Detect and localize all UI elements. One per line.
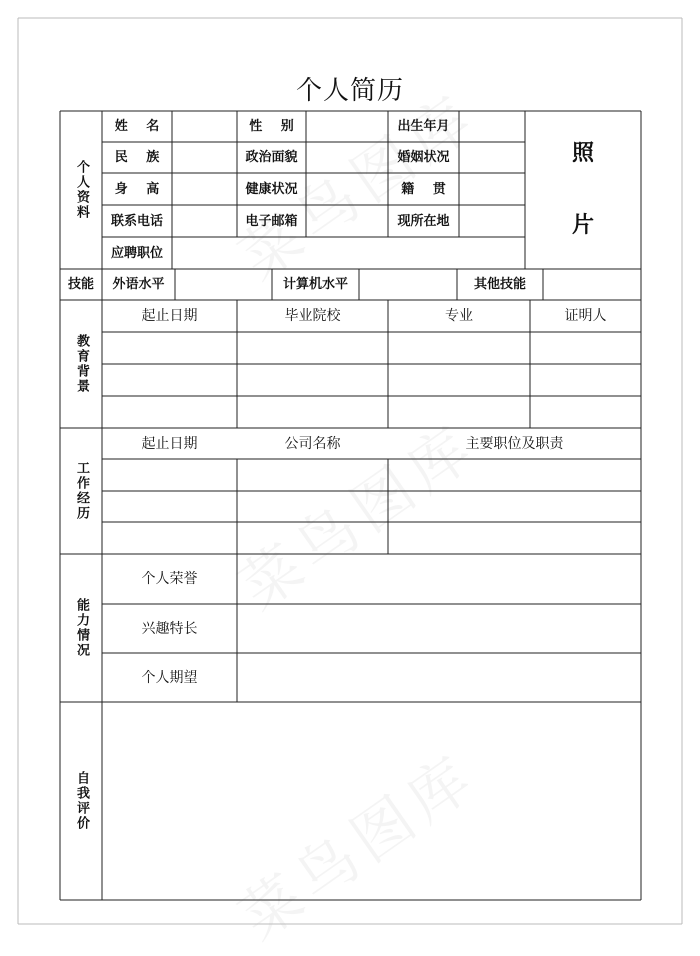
photo-label-1: 照: [571, 141, 594, 166]
section-label-skills: 技能: [67, 277, 94, 292]
section-label-education: 教育背景: [74, 334, 89, 394]
field-label-height: 身 高: [114, 181, 160, 197]
field-label-gender: 性 别: [249, 119, 294, 134]
field-label-political: 政治面貌: [245, 150, 298, 165]
field-value-birth[interactable]: [459, 111, 525, 142]
photo-box[interactable]: [525, 111, 641, 269]
field-label-health: 健康状况: [245, 181, 298, 197]
field-label-email: 电子邮箱: [245, 213, 298, 229]
field-label-phone: 联系电话: [110, 213, 163, 229]
section-label-ability: 能力情况: [74, 598, 89, 658]
section-label-self-eval: 自我评价: [74, 771, 89, 831]
field-label-name: 姓 名: [114, 119, 160, 134]
field-label-birth: 出生年月: [397, 119, 450, 134]
self-eval-area[interactable]: [102, 702, 641, 900]
ability-label-expectation: 个人期望: [141, 669, 198, 686]
ability-label-honors: 个人荣誉: [141, 571, 198, 587]
edu-header-dates: 起止日期: [141, 308, 198, 324]
photo-label-2: 片: [571, 213, 594, 238]
work-header-company: 公司名称: [284, 435, 341, 452]
field-label-position: 应聘职位: [110, 245, 163, 261]
work-header-dates: 起止日期: [141, 435, 198, 452]
field-label-ethnicity: 民 族: [114, 150, 160, 165]
section-label-personal: 个人资料: [74, 160, 89, 220]
section-label-work: 工作经历: [74, 461, 89, 521]
ability-value-honors[interactable]: [237, 554, 641, 604]
skill-label-other: 其他技能: [473, 277, 526, 292]
field-label-native-place: 籍 贯: [401, 181, 446, 197]
edu-header-school: 毕业院校: [284, 308, 341, 324]
work-header-duties: 主要职位及职责: [465, 435, 564, 452]
field-value-gender[interactable]: [306, 111, 388, 142]
page-title: 个人简历: [295, 76, 404, 106]
skill-label-computer: 计算机水平: [282, 277, 348, 292]
skill-label-language: 外语水平: [112, 277, 165, 292]
ability-label-interests: 兴趣特长: [141, 620, 198, 637]
ability-value-interests[interactable]: [237, 604, 641, 653]
edu-header-major: 专业: [445, 308, 473, 324]
edu-header-reference: 证明人: [564, 308, 607, 324]
field-value-position[interactable]: [172, 237, 525, 269]
field-label-marital: 婚姻状况: [397, 150, 450, 165]
field-value-name[interactable]: [172, 111, 237, 142]
ability-value-expectation[interactable]: [237, 653, 641, 702]
field-label-location: 现所在地: [397, 213, 450, 229]
